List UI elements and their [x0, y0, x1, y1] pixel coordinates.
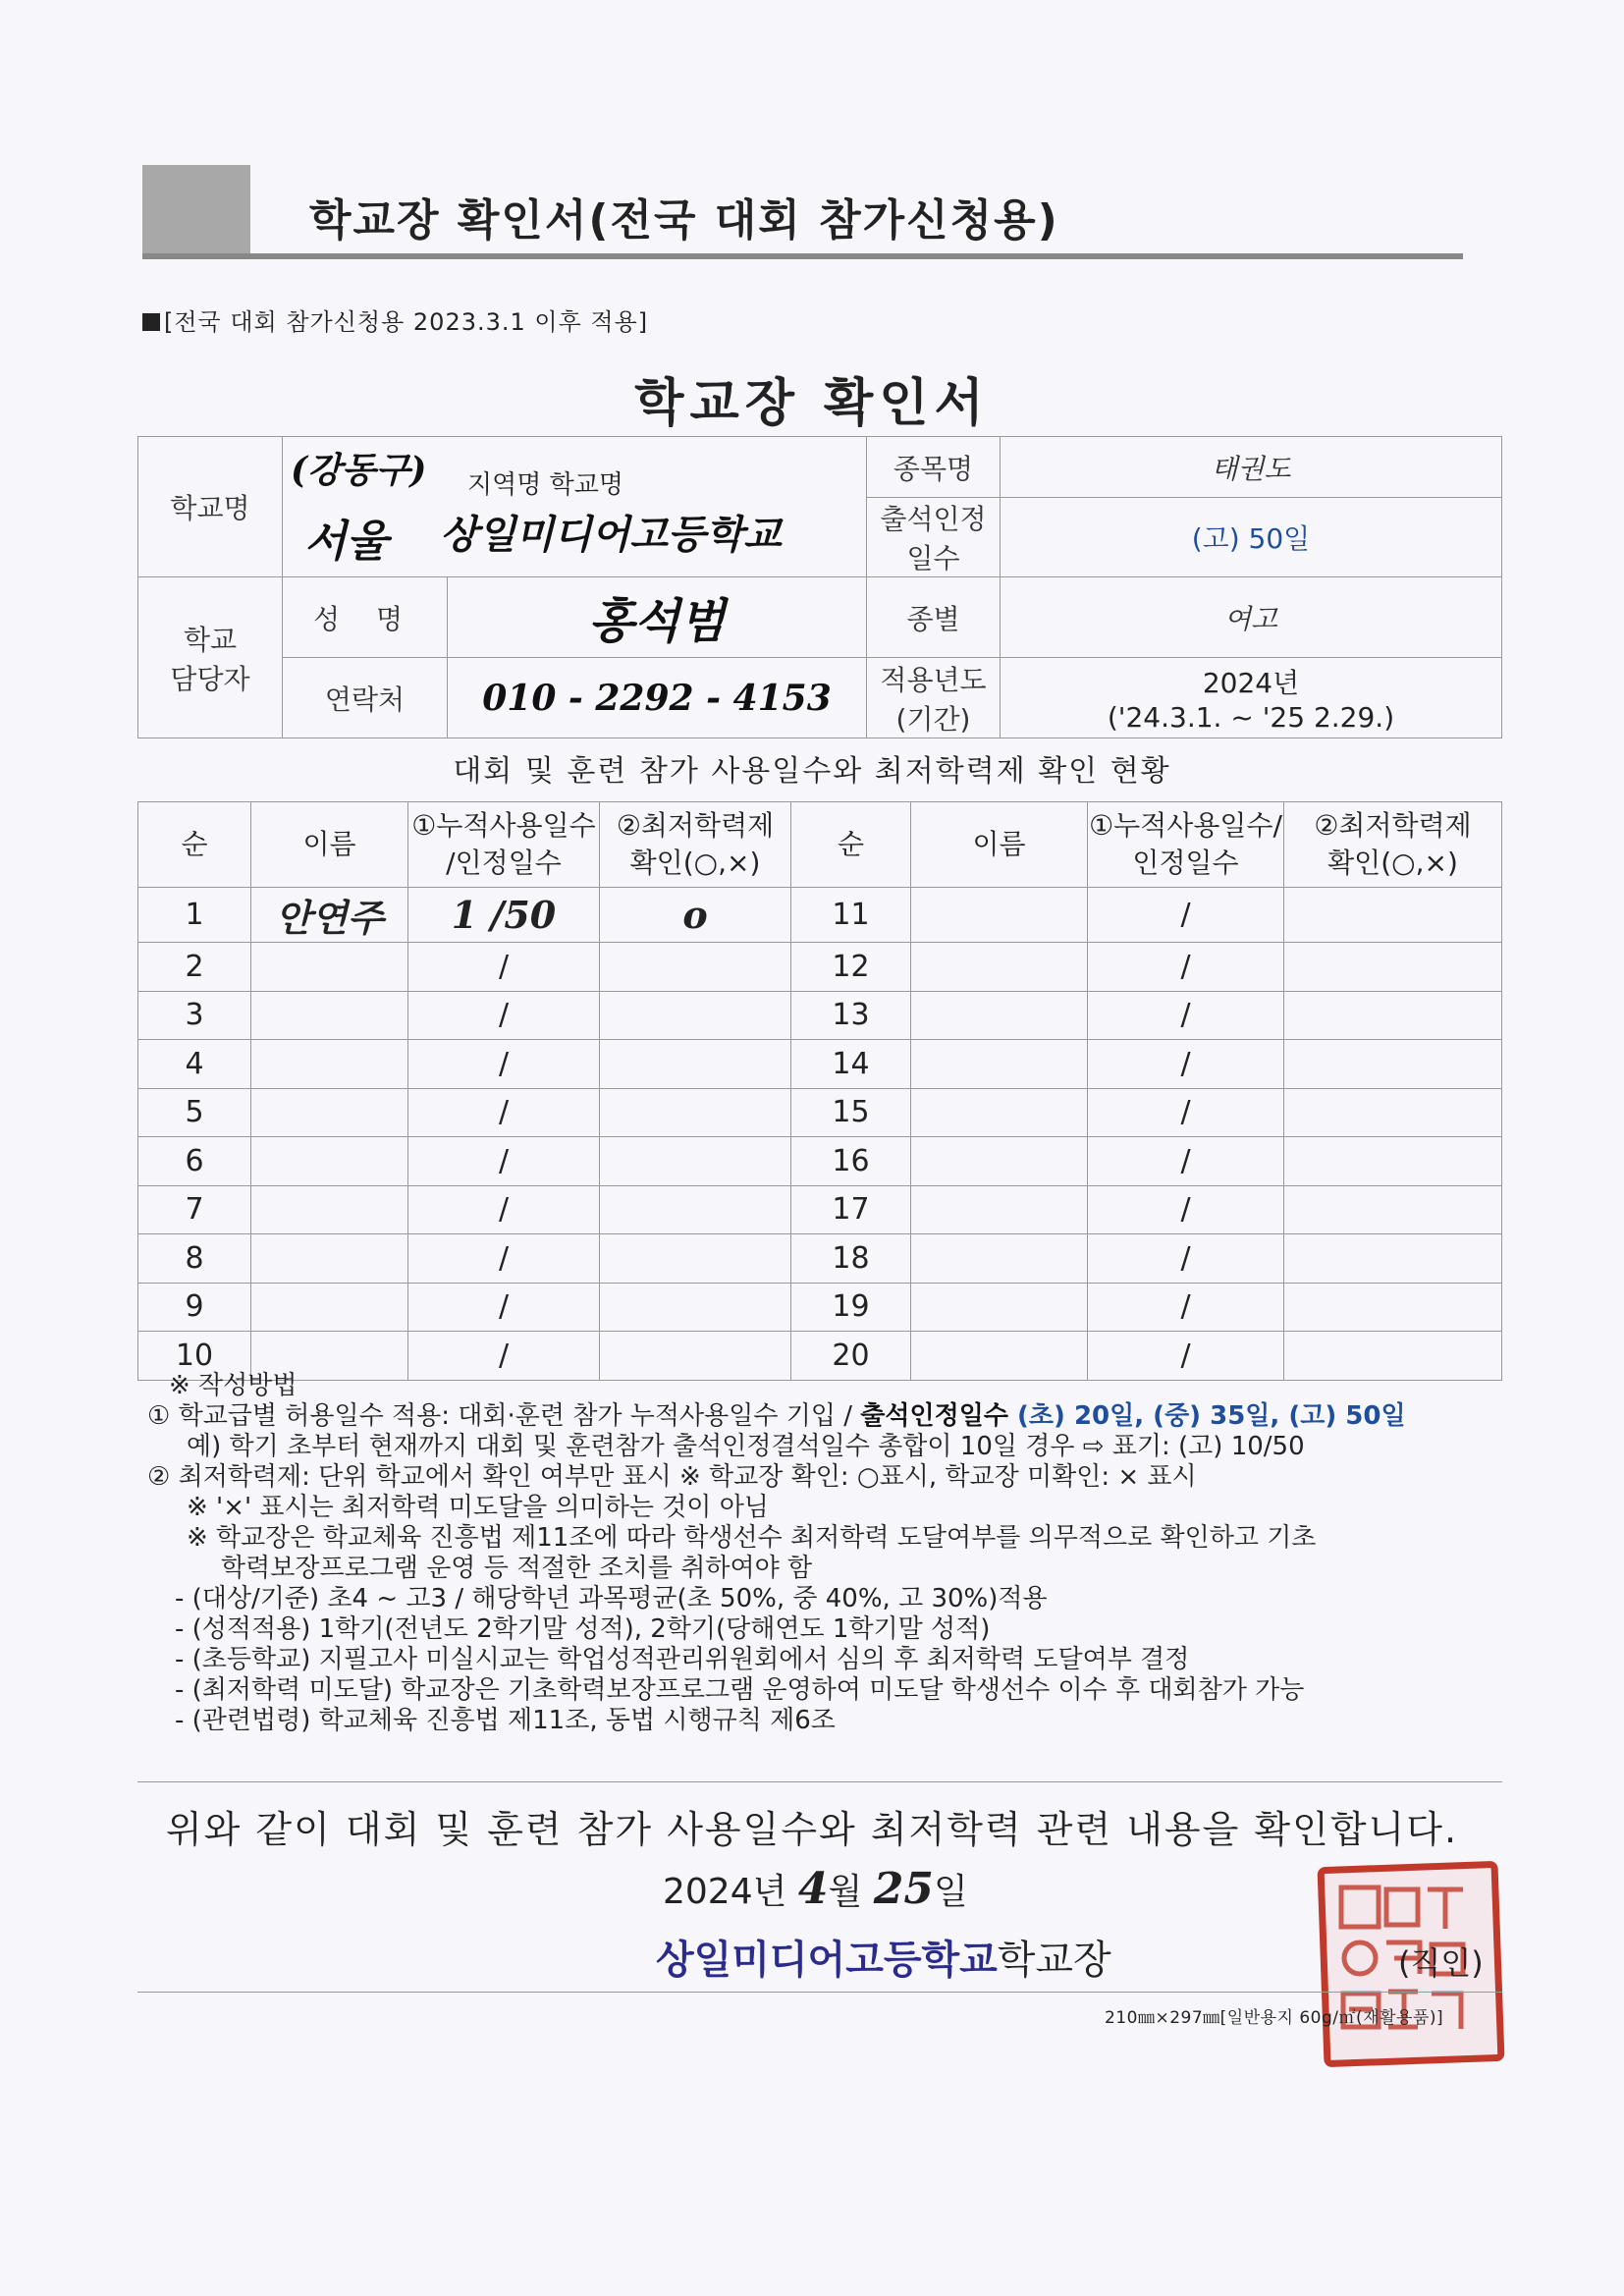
year-value[interactable] — [1001, 658, 1502, 738]
notice-text: [전국 대회 참가신청용 2023.3.1 이후 적용] — [164, 308, 649, 336]
category-value[interactable]: 여고 — [1001, 577, 1502, 658]
footer-divider — [137, 1992, 1502, 1993]
table-row — [138, 991, 1502, 1040]
min-academic-cell[interactable] — [600, 1185, 791, 1234]
days-cell-right[interactable]: / — [1088, 888, 1284, 943]
min-academic-cell[interactable] — [600, 1088, 791, 1137]
days-cell[interactable]: / — [408, 943, 600, 992]
col-days-line2: /인정일수 — [446, 847, 562, 879]
row-number-right: 15 — [791, 1088, 911, 1137]
table-row — [138, 1234, 1502, 1284]
instruction-1-days: (초) 20일, (중) 35일, (고) 50일 — [1007, 1401, 1406, 1431]
detail-3: - (초등학교) 지필고사 미실시교는 학업성적관리위원회에서 심의 후 최저학력 도달여부 결정 — [175, 1645, 1190, 1674]
days-cell-right[interactable]: / — [1088, 1137, 1284, 1186]
year-value-line2: ('24.3.1. ~ '25 2.29.) — [1107, 701, 1395, 734]
days-cell[interactable]: / — [408, 1040, 600, 1089]
row-number-right: 13 — [791, 991, 911, 1040]
student-name-cell[interactable] — [251, 1040, 408, 1089]
date-day-handwritten[interactable]: 25 — [873, 1864, 934, 1914]
year-value-line1: 2024년 — [1202, 667, 1300, 699]
table-row — [138, 943, 1502, 992]
roster-table — [137, 801, 1502, 1381]
attendance-days-label — [867, 498, 1001, 577]
contact-handwritten[interactable]: 010 - 2292 - 4153 — [448, 658, 867, 738]
days-cell-right[interactable]: / — [1088, 1283, 1284, 1332]
col-min-right-line1: ②최저학력제 — [1314, 809, 1472, 842]
signature-school-name: 상일미디어고등학교 — [656, 1938, 998, 1983]
detail-1: - (대상/기준) 초4 ~ 고3 / 해당학년 과목평균(초 50%, 중 40%, 고 30%)적용 — [175, 1584, 1048, 1613]
min-academic-cell-right[interactable] — [1284, 1234, 1502, 1284]
student-name-cell-right[interactable] — [911, 943, 1088, 992]
table-row — [138, 1283, 1502, 1332]
detail-4: - (최저학력 미도달) 학교장은 기초학력보장프로그램 운영하여 미도달 학생선수 이수 후 대회참가 가능 — [175, 1675, 1305, 1705]
row-number-right: 18 — [791, 1234, 911, 1284]
days-cell[interactable]: / — [408, 1185, 600, 1234]
min-academic-cell-right[interactable] — [1284, 991, 1502, 1040]
row-number: 4 — [138, 1040, 251, 1089]
instructions — [147, 1371, 1502, 1736]
instruction-1 — [147, 1401, 1502, 1432]
year-label — [867, 658, 1001, 738]
header-divider — [142, 253, 1463, 259]
row-number-right: 14 — [791, 1040, 911, 1089]
min-academic-cell-right[interactable] — [1284, 1137, 1502, 1186]
roster-header-row — [138, 802, 1502, 888]
student-name-cell-right[interactable] — [911, 888, 1088, 943]
days-cell[interactable]: / — [408, 1283, 600, 1332]
student-name-cell-right[interactable] — [911, 1185, 1088, 1234]
student-name-cell[interactable] — [251, 1283, 408, 1332]
row-number: 3 — [138, 991, 251, 1040]
days-cell[interactable]: / — [408, 1088, 600, 1137]
instruction-2-note-a: ※ '×' 표시는 최저학력 미도달을 의미하는 것이 아님 — [187, 1493, 769, 1522]
row-number-right: 16 — [791, 1137, 911, 1186]
col-days-line1: ①누적사용일수 — [411, 809, 596, 842]
seal-caption: (직인) — [1398, 1944, 1484, 1982]
row-number: 5 — [138, 1088, 251, 1137]
min-academic-cell[interactable]: o — [600, 888, 791, 943]
days-cell-right[interactable]: / — [1088, 1332, 1284, 1381]
school-handwritten: 상일미디어고등학교 — [440, 512, 782, 558]
year-label-line2: (기간) — [895, 702, 971, 736]
notes-divider — [137, 1781, 1502, 1782]
manager-name-label: 성 명 — [283, 577, 448, 658]
student-name-cell-right[interactable] — [911, 1137, 1088, 1186]
student-name-cell[interactable] — [251, 1185, 408, 1234]
form-title: 학교장 확인서 — [634, 374, 990, 433]
student-name-cell[interactable] — [251, 991, 408, 1040]
col-days — [408, 802, 600, 888]
days-cell[interactable]: / — [408, 1137, 600, 1186]
min-academic-cell-right[interactable] — [1284, 1283, 1502, 1332]
col-days-right-line2: 인정일수 — [1132, 847, 1239, 879]
days-cell-right[interactable]: / — [1088, 1185, 1284, 1234]
region-handwritten: 서울 — [304, 517, 389, 567]
paper-spec: 210㎜×297㎜[일반용지 60g/㎡(재활용품)] — [1105, 2008, 1444, 2028]
event-label: 종목명 — [867, 437, 1001, 498]
signature-title: 학교장 — [997, 1938, 1111, 1983]
col-days-right-line1: ①누적사용일수/ — [1089, 809, 1282, 842]
applicability-notice — [142, 302, 648, 337]
min-academic-cell-right[interactable] — [1284, 1185, 1502, 1234]
col-min-line2: 확인(○,×) — [629, 847, 761, 879]
square-bullet-icon — [142, 313, 160, 331]
category-label: 종별 — [867, 577, 1001, 658]
min-academic-cell-right[interactable] — [1284, 888, 1502, 943]
row-number: 10 — [138, 1332, 251, 1381]
student-name-cell[interactable] — [251, 1234, 408, 1284]
school-info-table — [137, 436, 1502, 738]
days-cell[interactable]: / — [408, 1332, 600, 1381]
instruction-1-emph: 출석인정일수 — [860, 1401, 1008, 1431]
attendance-label-line1: 출석인정 — [880, 503, 987, 535]
instruction-2: ② 최저학력제: 단위 학교에서 확인 여부만 표시 ※ 학교장 확인: ○표시, 학교장 미확인: × 표시 — [147, 1462, 1197, 1492]
min-academic-cell[interactable] — [600, 1234, 791, 1284]
row-number: 9 — [138, 1283, 251, 1332]
min-academic-cell-right[interactable] — [1284, 1040, 1502, 1089]
table-row — [138, 1040, 1502, 1089]
row-number: 8 — [138, 1234, 251, 1284]
days-cell-right[interactable]: / — [1088, 991, 1284, 1040]
manager-label-line2: 담당자 — [170, 662, 250, 695]
student-name-cell-right[interactable] — [911, 1088, 1088, 1137]
year-label-line1: 적용년도 — [880, 663, 987, 696]
table-row — [138, 1137, 1502, 1186]
student-name-cell-right[interactable] — [911, 1283, 1088, 1332]
signing-date — [663, 1864, 968, 1914]
document-header-title: 학교장 확인서(전국 대회 참가신청용) — [309, 195, 1059, 246]
row-number-right: 19 — [791, 1283, 911, 1332]
days-cell-right[interactable]: / — [1088, 1040, 1284, 1089]
school-name-cell[interactable] — [283, 437, 867, 577]
confirmation-statement: 위와 같이 대회 및 훈련 참가 사용일수와 최저학력 관련 내용을 확인합니다. — [165, 1808, 1459, 1851]
table-row — [138, 1185, 1502, 1234]
school-name-label: 학교명 — [138, 437, 283, 577]
row-number: 6 — [138, 1137, 251, 1186]
manager-name-handwritten[interactable]: 홍석범 — [448, 577, 867, 658]
col-no-right: 순 — [791, 802, 911, 888]
manager-label-line1: 학교 — [183, 623, 238, 656]
student-name-cell-right[interactable] — [911, 1040, 1088, 1089]
date-day-label: 일 — [933, 1872, 968, 1912]
student-name-cell-right[interactable] — [911, 991, 1088, 1040]
detail-2: - (성적적용) 1학기(전년도 2학기말 성적), 2학기(당해연도 1학기말 성적) — [175, 1614, 991, 1644]
row-number: 1 — [138, 888, 251, 943]
instruction-1-text: ① 학교급별 허용일수 적용: 대회·훈련 참가 누적사용일수 기입 / — [147, 1401, 861, 1431]
min-academic-cell[interactable] — [600, 943, 791, 992]
days-cell[interactable]: / — [408, 991, 600, 1040]
min-academic-cell[interactable] — [600, 1040, 791, 1089]
min-academic-cell[interactable] — [600, 1137, 791, 1186]
row-number: 2 — [138, 943, 251, 992]
col-min-right-line2: 확인(○,×) — [1327, 847, 1458, 879]
col-min-academic — [600, 802, 791, 888]
attendance-label-line2: 일수 — [906, 542, 960, 574]
col-days-right — [1088, 802, 1284, 888]
student-name-cell[interactable]: 안연주 — [251, 888, 408, 943]
min-academic-cell-right[interactable] — [1284, 943, 1502, 992]
instruction-2-note-b2: 학력보장프로그램 운영 등 적절한 조치를 취하여야 함 — [221, 1554, 813, 1583]
instruction-1-example: 예) 학기 초부터 현재까지 대회 및 훈련참가 출석인정결석일수 총합이 10일 경우 ⇨ 표기: (고) 10/50 — [187, 1432, 1305, 1461]
date-year: 2024년 — [663, 1872, 787, 1912]
student-name-cell[interactable] — [251, 1137, 408, 1186]
table-row — [138, 1088, 1502, 1137]
row-number: 7 — [138, 1185, 251, 1234]
days-cell-right[interactable]: / — [1088, 1088, 1284, 1137]
principal-signature-line — [656, 1929, 1111, 1985]
days-cell-right[interactable]: / — [1088, 1234, 1284, 1284]
days-cell[interactable]: 1 /50 — [408, 888, 600, 943]
row-number-right: 11 — [791, 888, 911, 943]
row-number-right: 20 — [791, 1332, 911, 1381]
header-gray-block — [142, 165, 250, 253]
min-academic-cell[interactable] — [600, 1283, 791, 1332]
col-name: 이름 — [251, 802, 408, 888]
days-cell-right[interactable]: / — [1088, 943, 1284, 992]
attendance-days-value[interactable]: (고) 50일 — [1001, 498, 1502, 577]
student-name-cell[interactable] — [251, 943, 408, 992]
min-academic-cell-right[interactable] — [1284, 1088, 1502, 1137]
date-month-handwritten[interactable]: 4 — [797, 1864, 829, 1914]
instructions-heading: ※ 작성방법 — [169, 1371, 298, 1400]
col-no: 순 — [138, 802, 251, 888]
event-value[interactable]: 태권도 — [1001, 437, 1502, 498]
roster-section-title: 대회 및 훈련 참가 사용일수와 최저학력제 확인 현황 — [453, 754, 1171, 789]
instruction-2-note-b1: ※ 학교장은 학교체육 진흥법 제11조에 따라 학생선수 최저학력 도달여부를 의무적으로 확인하고 기초 — [187, 1523, 1317, 1553]
date-month-label: 월 — [828, 1872, 863, 1912]
row-number-right: 12 — [791, 943, 911, 992]
student-name-cell[interactable] — [251, 1088, 408, 1137]
table-row — [138, 888, 1502, 943]
col-min-academic-right — [1284, 802, 1502, 888]
region-school-caption: 지역명 학교명 — [467, 470, 623, 500]
contact-label: 연락처 — [283, 658, 448, 738]
min-academic-cell[interactable] — [600, 991, 791, 1040]
row-number-right: 17 — [791, 1185, 911, 1234]
student-name-cell-right[interactable] — [911, 1234, 1088, 1284]
col-min-line1: ②최저학력제 — [616, 809, 775, 842]
district-handwritten: (강동구) — [291, 450, 427, 491]
col-name-right: 이름 — [911, 802, 1088, 888]
detail-5: - (관련법령) 학교체육 진흥법 제11조, 동법 시행규칙 제6조 — [175, 1706, 836, 1735]
manager-label — [138, 577, 283, 738]
days-cell[interactable]: / — [408, 1234, 600, 1284]
